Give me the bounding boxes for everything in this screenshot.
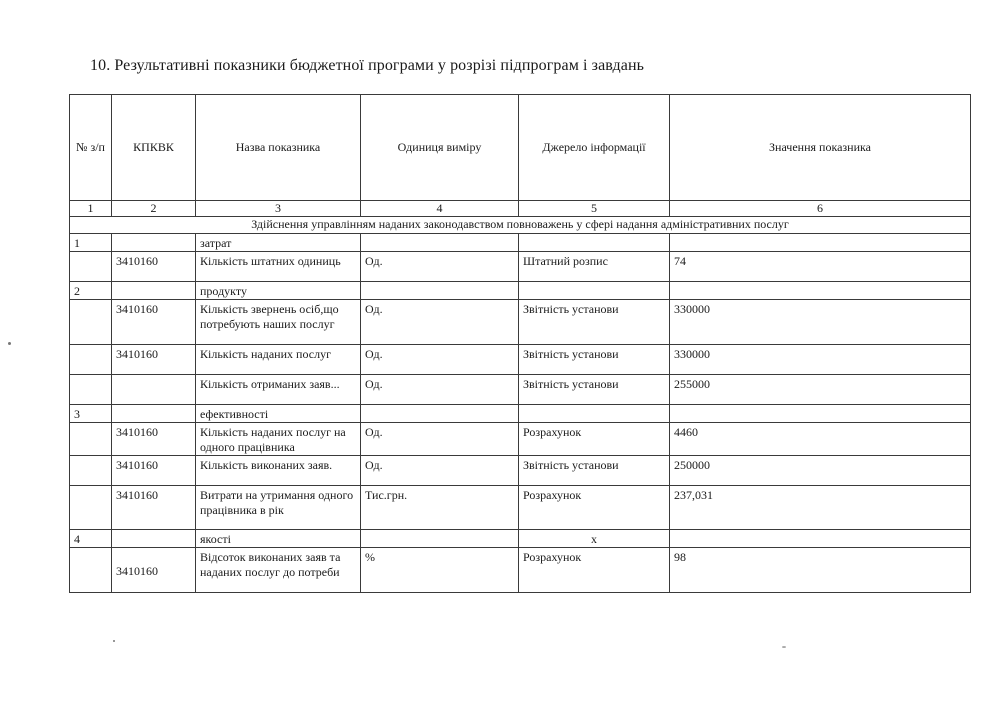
table-row — [70, 456, 971, 486]
row-kpkvk: 3410160 — [112, 486, 196, 530]
indicator-name: затрат — [196, 234, 361, 252]
unit: Од. — [361, 345, 519, 375]
indicator-name: Кількість наданих послуг — [196, 345, 361, 375]
source: Розрахунок — [519, 423, 670, 456]
unit — [361, 282, 519, 300]
col-number: 6 — [670, 201, 971, 217]
row-num: 1 — [70, 234, 112, 252]
source — [519, 405, 670, 423]
col-number: 2 — [112, 201, 196, 217]
col-number: 4 — [361, 201, 519, 217]
row-num — [70, 345, 112, 375]
col-number: 3 — [196, 201, 361, 217]
scan-speck — [782, 646, 786, 648]
section-title: 10. Результативні показники бюджетної програми у розрізі підпрограм і завдань — [90, 57, 645, 74]
indicator-name: Відсоток виконаних заяв та наданих послуг до потреби — [196, 548, 361, 593]
section-row — [70, 217, 971, 234]
source: Розрахунок — [519, 548, 670, 593]
row-num — [70, 548, 112, 593]
table-row — [70, 548, 971, 593]
performance-indicators-table — [69, 94, 971, 593]
row-num — [70, 252, 112, 282]
indicator-value: 98 — [670, 548, 971, 593]
source: Звітність установи — [519, 345, 670, 375]
header-source: Джерело інформації — [519, 95, 670, 201]
indicator-name: ефективності — [196, 405, 361, 423]
table-row — [70, 252, 971, 282]
indicator-name: якості — [196, 530, 361, 548]
row-kpkvk — [112, 282, 196, 300]
source: Звітність установи — [519, 300, 670, 345]
scan-speck — [113, 640, 115, 642]
indicator-name: Кількість штатних одиниць — [196, 252, 361, 282]
source — [519, 282, 670, 300]
indicator-value: 237,031 — [670, 486, 971, 530]
source: Звітність установи — [519, 375, 670, 405]
row-kpkvk — [112, 375, 196, 405]
section-label: Здійснення управлінням наданих законодавством повноважень у сфері надання адміністративних послуг — [70, 217, 971, 234]
unit: Од. — [361, 423, 519, 456]
indicator-name: Витрати на утримання одного працівника в рік — [196, 486, 361, 530]
indicator-name: продукту — [196, 282, 361, 300]
header-num: № з/п — [70, 95, 112, 201]
table-row — [70, 375, 971, 405]
indicator-name: Кількість виконаних заяв. — [196, 456, 361, 486]
header-value: Значення показника — [670, 95, 971, 201]
indicator-name: Кількість отриманих заяв... — [196, 375, 361, 405]
table-row — [70, 405, 971, 423]
row-num — [70, 300, 112, 345]
row-kpkvk — [112, 405, 196, 423]
row-num: 4 — [70, 530, 112, 548]
unit: % — [361, 548, 519, 593]
indicator-value — [670, 282, 971, 300]
col-number: 1 — [70, 201, 112, 217]
row-kpkvk: 3410160 — [112, 300, 196, 345]
table-row — [70, 486, 971, 530]
indicator-value: 330000 — [670, 345, 971, 375]
row-kpkvk: 3410160 — [112, 252, 196, 282]
row-num: 3 — [70, 405, 112, 423]
row-kpkvk — [112, 234, 196, 252]
unit: Од. — [361, 456, 519, 486]
row-num — [70, 375, 112, 405]
header-name: Назва показника — [196, 95, 361, 201]
unit: Тис.грн. — [361, 486, 519, 530]
header-row — [70, 95, 971, 201]
table-row — [70, 300, 971, 345]
indicator-value — [670, 405, 971, 423]
row-num — [70, 423, 112, 456]
unit — [361, 405, 519, 423]
row-num: 2 — [70, 282, 112, 300]
row-kpkvk: 3410160 — [112, 423, 196, 456]
unit: Од. — [361, 375, 519, 405]
table-row — [70, 282, 971, 300]
row-num — [70, 486, 112, 530]
indicator-value — [670, 530, 971, 548]
indicator-value: 74 — [670, 252, 971, 282]
row-kpkvk: 3410160 — [112, 456, 196, 486]
source: х — [519, 530, 670, 548]
indicator-value — [670, 234, 971, 252]
header-unit: Одиниця виміру — [361, 95, 519, 201]
col-number: 5 — [519, 201, 670, 217]
indicator-value: 255000 — [670, 375, 971, 405]
table-row — [70, 423, 971, 456]
source: Розрахунок — [519, 486, 670, 530]
source: Звітність установи — [519, 456, 670, 486]
row-kpkvk — [112, 530, 196, 548]
table-row — [70, 345, 971, 375]
scan-speck — [8, 342, 11, 345]
table-row — [70, 234, 971, 252]
header-kpkvk: КПКВК — [112, 95, 196, 201]
source: Штатний розпис — [519, 252, 670, 282]
source — [519, 234, 670, 252]
row-num — [70, 456, 112, 486]
column-number-row — [70, 201, 971, 217]
indicator-name: Кількість наданих послуг на одного працівника — [196, 423, 361, 456]
unit: Од. — [361, 252, 519, 282]
row-kpkvk: 3410160 — [112, 345, 196, 375]
unit — [361, 234, 519, 252]
indicator-name: Кількість звернень осіб,що потребують наших послуг — [196, 300, 361, 345]
indicator-value: 250000 — [670, 456, 971, 486]
unit: Од. — [361, 300, 519, 345]
indicator-value: 4460 — [670, 423, 971, 456]
table-row — [70, 530, 971, 548]
row-kpkvk: 3410160 — [112, 548, 196, 593]
indicator-value: 330000 — [670, 300, 971, 345]
unit — [361, 530, 519, 548]
